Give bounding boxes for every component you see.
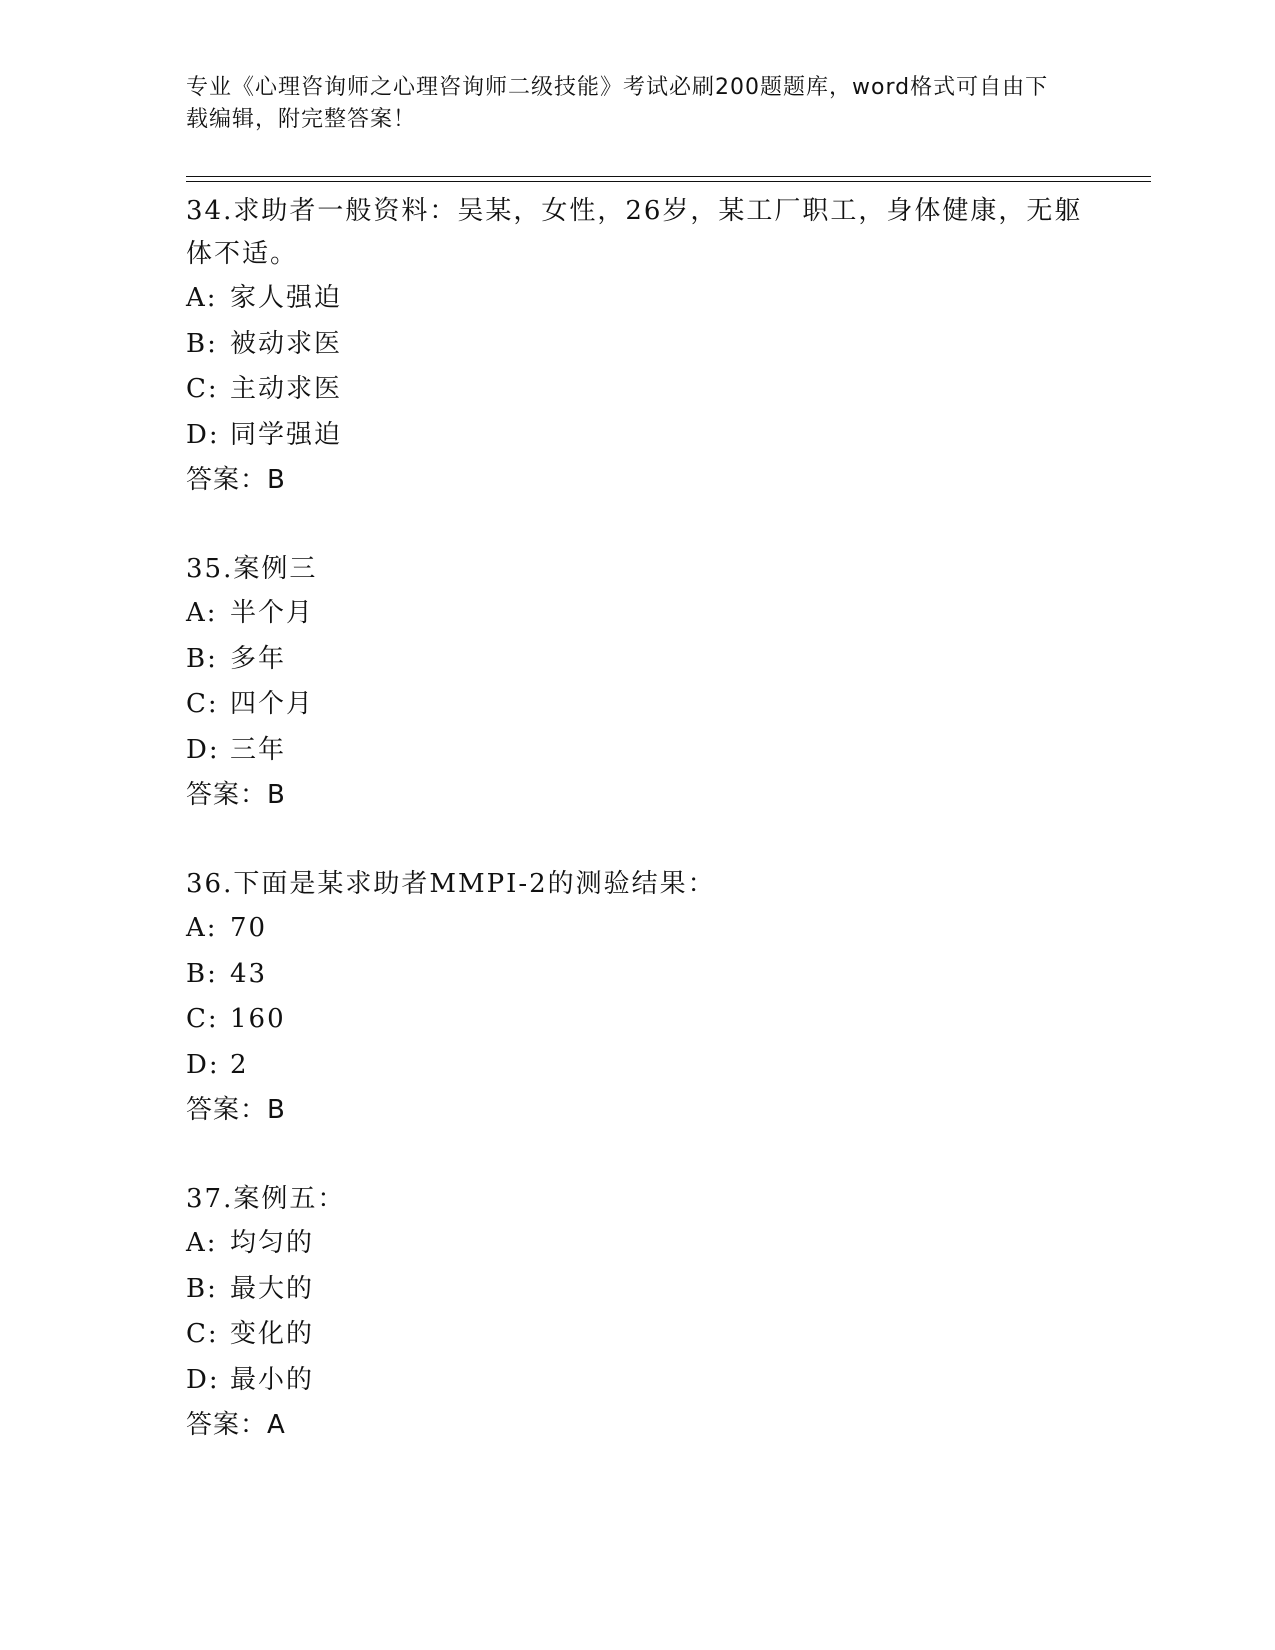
- answer-line: [186, 1403, 1086, 1447]
- option-d: [186, 728, 1086, 774]
- option-letter: B:: [186, 643, 218, 674]
- option-letter: C:: [186, 1004, 219, 1034]
- option-letter: D:: [186, 734, 220, 765]
- option-text: 43: [230, 958, 268, 989]
- question-stem: 36.下面是某求助者MMPI-2的测验结果：: [186, 869, 716, 899]
- option-c: [186, 997, 1086, 1043]
- option-b: [186, 322, 1086, 368]
- option-letter: A:: [186, 283, 218, 313]
- option-text: 四个月: [230, 689, 315, 719]
- option-letter: B:: [186, 1273, 218, 1304]
- option-a: [186, 906, 1086, 952]
- option-letter: D:: [186, 419, 220, 450]
- option-b: [186, 952, 1086, 998]
- answer-label: 答案：: [186, 780, 268, 810]
- option-letter: C:: [186, 374, 219, 404]
- question-list: [186, 190, 1086, 1493]
- option-c: [186, 367, 1086, 413]
- answer-value: B: [267, 780, 286, 810]
- document-header: 专业《心理咨询师之心理咨询师二级技能》考试必刷200题题库，word格式可自由下载编辑，附完整答案！: [186, 75, 1049, 132]
- option-a: [186, 591, 1086, 637]
- option-text: 最大的: [230, 1273, 315, 1304]
- answer-label: 答案：: [186, 1410, 268, 1440]
- option-b: [186, 1267, 1086, 1313]
- option-text: 70: [230, 913, 268, 943]
- option-c: [186, 682, 1086, 728]
- question-37: [186, 1178, 1086, 1447]
- answer-label: 答案：: [186, 465, 268, 495]
- option-text: 变化的: [230, 1319, 315, 1349]
- question-34: [186, 190, 1086, 502]
- option-text: 被动求医: [230, 328, 343, 359]
- header-divider-bottom: [186, 181, 1151, 182]
- option-d: [186, 1358, 1086, 1404]
- option-letter: A:: [186, 913, 218, 943]
- answer-line: [186, 773, 1086, 817]
- question-stem: 34.求助者一般资料：吴某，女性，26岁，某工厂职工，身体健康，无躯体不适。: [186, 196, 1083, 269]
- header-divider-top: [186, 176, 1151, 177]
- option-text: 最小的: [230, 1364, 315, 1395]
- option-a: [186, 1221, 1086, 1267]
- answer-label: 答案：: [186, 1095, 268, 1125]
- option-text: 160: [230, 1004, 286, 1034]
- option-letter: D:: [186, 1049, 220, 1080]
- question-35: [186, 548, 1086, 817]
- question-stem: 35.案例三: [186, 554, 318, 584]
- option-text: 半个月: [230, 598, 315, 628]
- option-d: [186, 413, 1086, 459]
- option-letter: B:: [186, 328, 218, 359]
- question-36: [186, 863, 1086, 1132]
- option-letter: A:: [186, 1228, 218, 1258]
- option-letter: A:: [186, 598, 218, 628]
- question-stem: 37.案例五：: [186, 1184, 346, 1214]
- option-letter: B:: [186, 958, 218, 989]
- option-a: [186, 276, 1086, 322]
- answer-value: B: [267, 1095, 286, 1125]
- option-letter: C:: [186, 689, 219, 719]
- option-c: [186, 1312, 1086, 1358]
- option-text: 多年: [230, 643, 287, 674]
- answer-value: A: [267, 1410, 286, 1440]
- option-letter: C:: [186, 1319, 219, 1349]
- option-text: 主动求医: [230, 374, 343, 404]
- option-letter: D:: [186, 1364, 220, 1395]
- option-text: 三年: [230, 734, 287, 765]
- option-text: 家人强迫: [230, 283, 343, 313]
- answer-line: [186, 458, 1086, 502]
- option-b: [186, 637, 1086, 683]
- option-text: 同学强迫: [230, 419, 343, 450]
- option-d: [186, 1043, 1086, 1089]
- option-text: 2: [230, 1049, 249, 1080]
- answer-value: B: [267, 465, 286, 495]
- answer-line: [186, 1088, 1086, 1132]
- option-text: 均匀的: [230, 1228, 315, 1258]
